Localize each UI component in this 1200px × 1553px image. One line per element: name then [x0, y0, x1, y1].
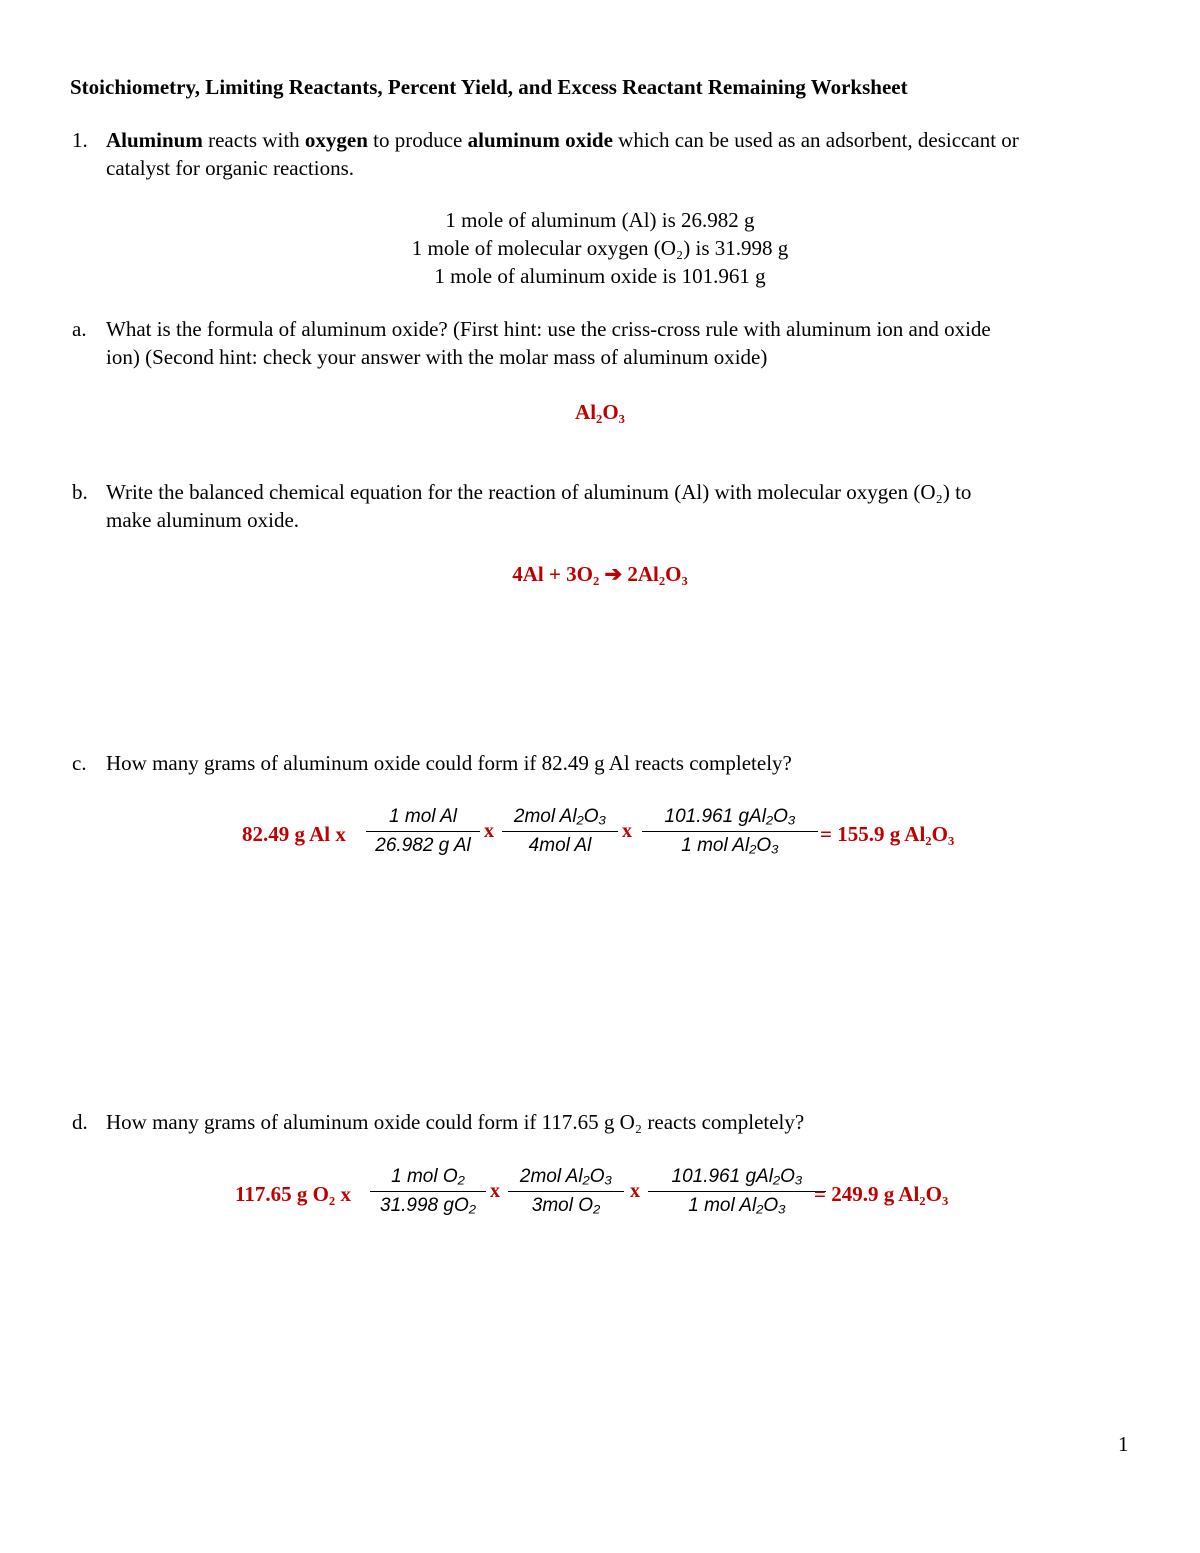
- question-c-line-1: How many grams of aluminum oxide could form if 82.49 g Al reacts completely?: [106, 751, 792, 775]
- calc-c-f2-denominator: 4mol Al: [528, 835, 592, 856]
- term-oxygen: oxygen: [304, 128, 368, 152]
- calc-d-times-2: x: [630, 1180, 640, 1202]
- answer-a: Al₂O₃: [575, 400, 625, 424]
- calc-d-times-1: x: [490, 1180, 500, 1202]
- q1-text-1: reacts with: [202, 128, 305, 152]
- calc-c-f3-denominator: 1 mol Al₂O₃: [681, 835, 779, 856]
- calc-c-fraction-2: [502, 806, 618, 857]
- calc-d-result: = 249.9 g Al₂O₃: [814, 1182, 949, 1206]
- calc-d-f3-numerator: 101.961 gAl₂O₃: [648, 1166, 826, 1192]
- calc-d-fraction-3: [648, 1166, 826, 1217]
- calc-c-times-2: x: [622, 820, 632, 842]
- question-d-line-1: How many grams of aluminum oxide could form if 117.65 g O₂ reacts completely?: [106, 1110, 805, 1134]
- fact-oxygen-mass: 1 mole of molecular oxygen (O₂) is 31.998 g: [411, 236, 789, 260]
- question-1-line-2: catalyst for organic reactions.: [106, 156, 355, 180]
- question-d-letter: d.: [72, 1110, 88, 1134]
- q1-text-2: to produce: [367, 128, 468, 152]
- calc-d-f2-numerator: 2mol Al₂O₃: [508, 1166, 624, 1192]
- question-a-letter: a.: [72, 317, 87, 341]
- question-a-line-2: ion) (Second hint: check your answer with the molar mass of aluminum oxide): [106, 345, 768, 369]
- calc-c-fraction-1: [366, 806, 480, 857]
- calc-c-f1-numerator: 1 mol Al: [366, 806, 480, 832]
- question-b-line-1: Write the balanced chemical equation for the reaction of aluminum (Al) with molecular oxygen (O₂) to: [106, 480, 972, 504]
- calc-c-f3-numerator: 101.961 gAl₂O₃: [642, 806, 818, 832]
- question-a-line-1: What is the formula of aluminum oxide? (First hint: use the criss-cross rule with aluminum ion and oxide: [106, 317, 991, 341]
- answer-b-equation: 4Al + 3O₂ ➔ 2Al₂O₃: [512, 562, 688, 586]
- term-aluminum-oxide: aluminum oxide: [467, 128, 613, 152]
- calc-d-f3-denominator: 1 mol Al₂O₃: [688, 1195, 786, 1216]
- calc-d-f1-numerator: 1 mol O₂: [370, 1166, 486, 1192]
- question-b-line-2: make aluminum oxide.: [106, 508, 300, 532]
- worksheet-title: Stoichiometry, Limiting Reactants, Percent Yield, and Excess Reactant Remaining Worksheet: [70, 75, 908, 99]
- q1-text-3: which can be used as an adsorbent, desiccant or: [612, 128, 1019, 152]
- question-1-number: 1.: [72, 128, 88, 152]
- calc-c-times-1: x: [484, 820, 494, 842]
- calc-d-f1-denominator: 31.998 gO₂: [380, 1195, 476, 1216]
- question-b-letter: b.: [72, 480, 88, 504]
- calc-c-f2-numerator: 2mol Al₂O₃: [502, 806, 618, 832]
- calc-c-fraction-3: [642, 806, 818, 857]
- calc-d-f2-denominator: 3mol O₂: [531, 1195, 601, 1216]
- question-c-letter: c.: [72, 751, 87, 775]
- calc-c-result: = 155.9 g Al₂O₃: [820, 822, 955, 846]
- calc-d-start: 117.65 g O₂ x: [235, 1182, 351, 1206]
- page-number: 1: [1118, 1432, 1129, 1456]
- question-1-line-1: [106, 126, 1019, 154]
- calc-c-f1-denominator: 26.982 g Al: [375, 835, 471, 856]
- fact-aluminum-oxide-mass: 1 mole of aluminum oxide is 101.961 g: [434, 264, 766, 288]
- fact-aluminum-mass: 1 mole of aluminum (Al) is 26.982 g: [445, 208, 755, 232]
- calc-c-start: 82.49 g Al x: [242, 822, 346, 846]
- calc-d-fraction-1: [370, 1166, 486, 1217]
- calc-d-fraction-2: [508, 1166, 624, 1217]
- term-aluminum: Aluminum: [106, 128, 203, 152]
